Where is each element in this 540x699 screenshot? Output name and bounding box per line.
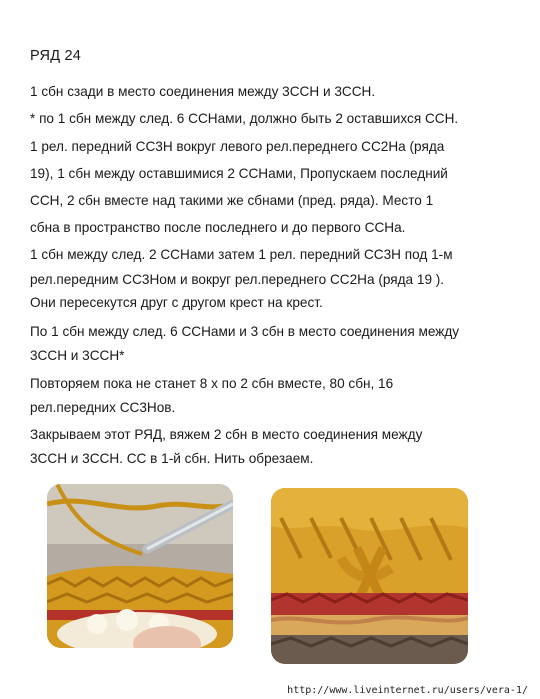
paragraph-line: Закрываем этот РЯД, вяжем 2 сбн в место соединения между <box>30 427 423 442</box>
paragraph-line: 1 рел. передний СС3Н вокруг левого рел.переднего СС2На (ряда <box>30 139 445 154</box>
paragraph-line: 3ССН и 3ССН* <box>30 348 125 363</box>
paragraph-line: ССН, 2 сбн вместе над такими же сбнами (пред. ряда). Место 1 <box>30 193 434 208</box>
paragraph-line: Повторяем пока не станет 8 х по 2 сбн вместе, 80 сбн, 16 <box>30 376 394 391</box>
paragraph-line: сбна в пространство после последнего и до первого ССНа. <box>30 220 406 235</box>
paragraph-line: 19), 1 сбн между оставшимися 2 ССНами, Пропускаем последний <box>30 166 448 181</box>
row-title: РЯД 24 <box>30 48 82 64</box>
paragraph-line: 3ССН и 3ССН. СС в 1-й сбн. Нить обрезаем. <box>30 451 314 466</box>
paragraph-line: 1 сбн между след. 2 ССНами затем 1 рел. передний СС3Н под 1-м <box>30 247 453 262</box>
paragraph-line: Они пересекутся друг с другом крест на крест. <box>30 295 323 310</box>
paragraph-line: * по 1 сбн между след. 6 ССНами, должно быть 2 оставшихся ССН. <box>30 111 459 126</box>
paragraph-line: По 1 сбн между след. 6 ССНами и 3 сбн в место соединения между <box>30 324 460 339</box>
crossed-stitches-photo <box>271 488 468 664</box>
crochet-hook-photo <box>47 484 233 648</box>
paragraph-line: рел.передним СС3Ном и вокруг рел.переднего СС2На (ряда 19 ). <box>30 272 445 287</box>
paragraph-line: 1 сбн сзади в место соединения между 3ССН и 3ССН. <box>30 84 376 99</box>
paragraph-line: рел.передних СС3Нов. <box>30 400 176 415</box>
source-url-watermark: http://www.liveinternet.ru/users/vera-1/ <box>287 685 528 696</box>
